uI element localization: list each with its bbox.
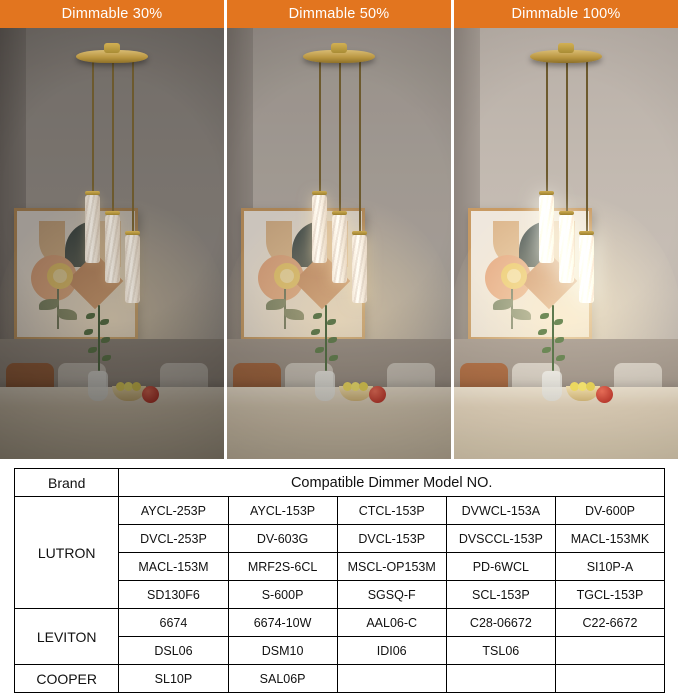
pendant-cord [546, 61, 548, 193]
model-cell: IDI06 [337, 637, 446, 665]
header-brand: Brand [15, 469, 119, 497]
pendant-cord [319, 61, 321, 193]
model-cell: DV-603G [228, 525, 337, 553]
pendant-cap [539, 191, 554, 195]
vase [88, 371, 108, 401]
dining-table [227, 387, 451, 459]
model-cell: AYCL-153P [228, 497, 337, 525]
model-cell: SI10P-A [555, 553, 664, 581]
pendant-tube [559, 215, 574, 283]
plant [297, 295, 357, 375]
pendant-cap [579, 231, 594, 235]
pendant-tube [579, 235, 594, 303]
room-scene-100 [454, 28, 678, 459]
brand-lutron: LUTRON [15, 497, 119, 609]
brand-leviton: LEVITON [15, 609, 119, 665]
model-cell: DV-600P [555, 497, 664, 525]
pendant-cord [566, 61, 568, 213]
pendant-cord [359, 61, 361, 233]
model-cell: MACL-153M [119, 553, 228, 581]
pendant-cord [586, 61, 588, 233]
room-scene-30 [0, 28, 224, 459]
pendant-tube [125, 235, 140, 303]
model-cell: SL10P [119, 665, 228, 693]
plant [524, 295, 584, 375]
model-cell: DSM10 [228, 637, 337, 665]
fruit [132, 382, 141, 391]
pendant-cap [332, 211, 347, 215]
model-cell: MACL-153MK [555, 525, 664, 553]
model-cell: 6674-10W [228, 609, 337, 637]
pomegranate [369, 386, 386, 403]
model-cell: AAL06-C [337, 609, 446, 637]
dining-table [454, 387, 678, 459]
pendant-cord [132, 61, 134, 233]
canopy-stem [104, 43, 120, 53]
model-cell: TGCL-153P [555, 581, 664, 609]
vase [315, 371, 335, 401]
model-cell-empty [555, 637, 664, 665]
pendant-tube [312, 195, 327, 263]
model-cell: C28-06672 [446, 609, 555, 637]
model-cell: DVWCL-153A [446, 497, 555, 525]
panel-dimmable-50 [227, 0, 451, 459]
model-cell: 6674 [119, 609, 228, 637]
panel-header-30: Dimmable 30% [0, 0, 224, 28]
model-cell: SCL-153P [446, 581, 555, 609]
model-cell: SD130F6 [119, 581, 228, 609]
vase [542, 371, 562, 401]
table-row [15, 609, 665, 637]
model-cell: AYCL-253P [119, 497, 228, 525]
table-row [15, 497, 665, 525]
model-cell: SAL06P [228, 665, 337, 693]
panel-dimmable-100 [454, 0, 678, 459]
fruit [586, 382, 595, 391]
model-cell: S-600P [228, 581, 337, 609]
room-scene-50 [227, 28, 451, 459]
panel-dimmable-30 [0, 0, 224, 459]
canopy-stem [331, 43, 347, 53]
plant [70, 295, 130, 375]
pendant-cord [112, 61, 114, 213]
pendant-tube [105, 215, 120, 283]
pendant-cap [312, 191, 327, 195]
model-cell: MSCL-OP153M [337, 553, 446, 581]
model-cell: TSL06 [446, 637, 555, 665]
table-header-row [15, 469, 665, 497]
pendant-tube [539, 195, 554, 263]
pendant-cord [339, 61, 341, 213]
fruit [359, 382, 368, 391]
brand-cooper: COOPER [15, 665, 119, 693]
pendant-tube [352, 235, 367, 303]
model-cell: SGSQ-F [337, 581, 446, 609]
pendant-tube [85, 195, 100, 263]
model-cell: DVCL-153P [337, 525, 446, 553]
pendant-tube [332, 215, 347, 283]
pendant-cap [85, 191, 100, 195]
pendant-cap [105, 211, 120, 215]
panel-header-50: Dimmable 50% [227, 0, 451, 28]
panel-header-100: Dimmable 100% [454, 0, 678, 28]
pomegranate [596, 386, 613, 403]
model-cell: DSL06 [119, 637, 228, 665]
pomegranate [142, 386, 159, 403]
model-cell: C22-6672 [555, 609, 664, 637]
model-cell: PD-6WCL [446, 553, 555, 581]
model-cell: DVSCCL-153P [446, 525, 555, 553]
compatible-dimmer-table [14, 468, 665, 693]
pendant-cord [92, 61, 94, 193]
model-cell: CTCL-153P [337, 497, 446, 525]
pendant-cap [125, 231, 140, 235]
model-cell: MRF2S-6CL [228, 553, 337, 581]
pendant-cap [559, 211, 574, 215]
pendant-cap [352, 231, 367, 235]
header-models: Compatible Dimmer Model NO. [119, 469, 665, 497]
model-cell: DVCL-253P [119, 525, 228, 553]
dining-table [0, 387, 224, 459]
canopy-stem [558, 43, 574, 53]
